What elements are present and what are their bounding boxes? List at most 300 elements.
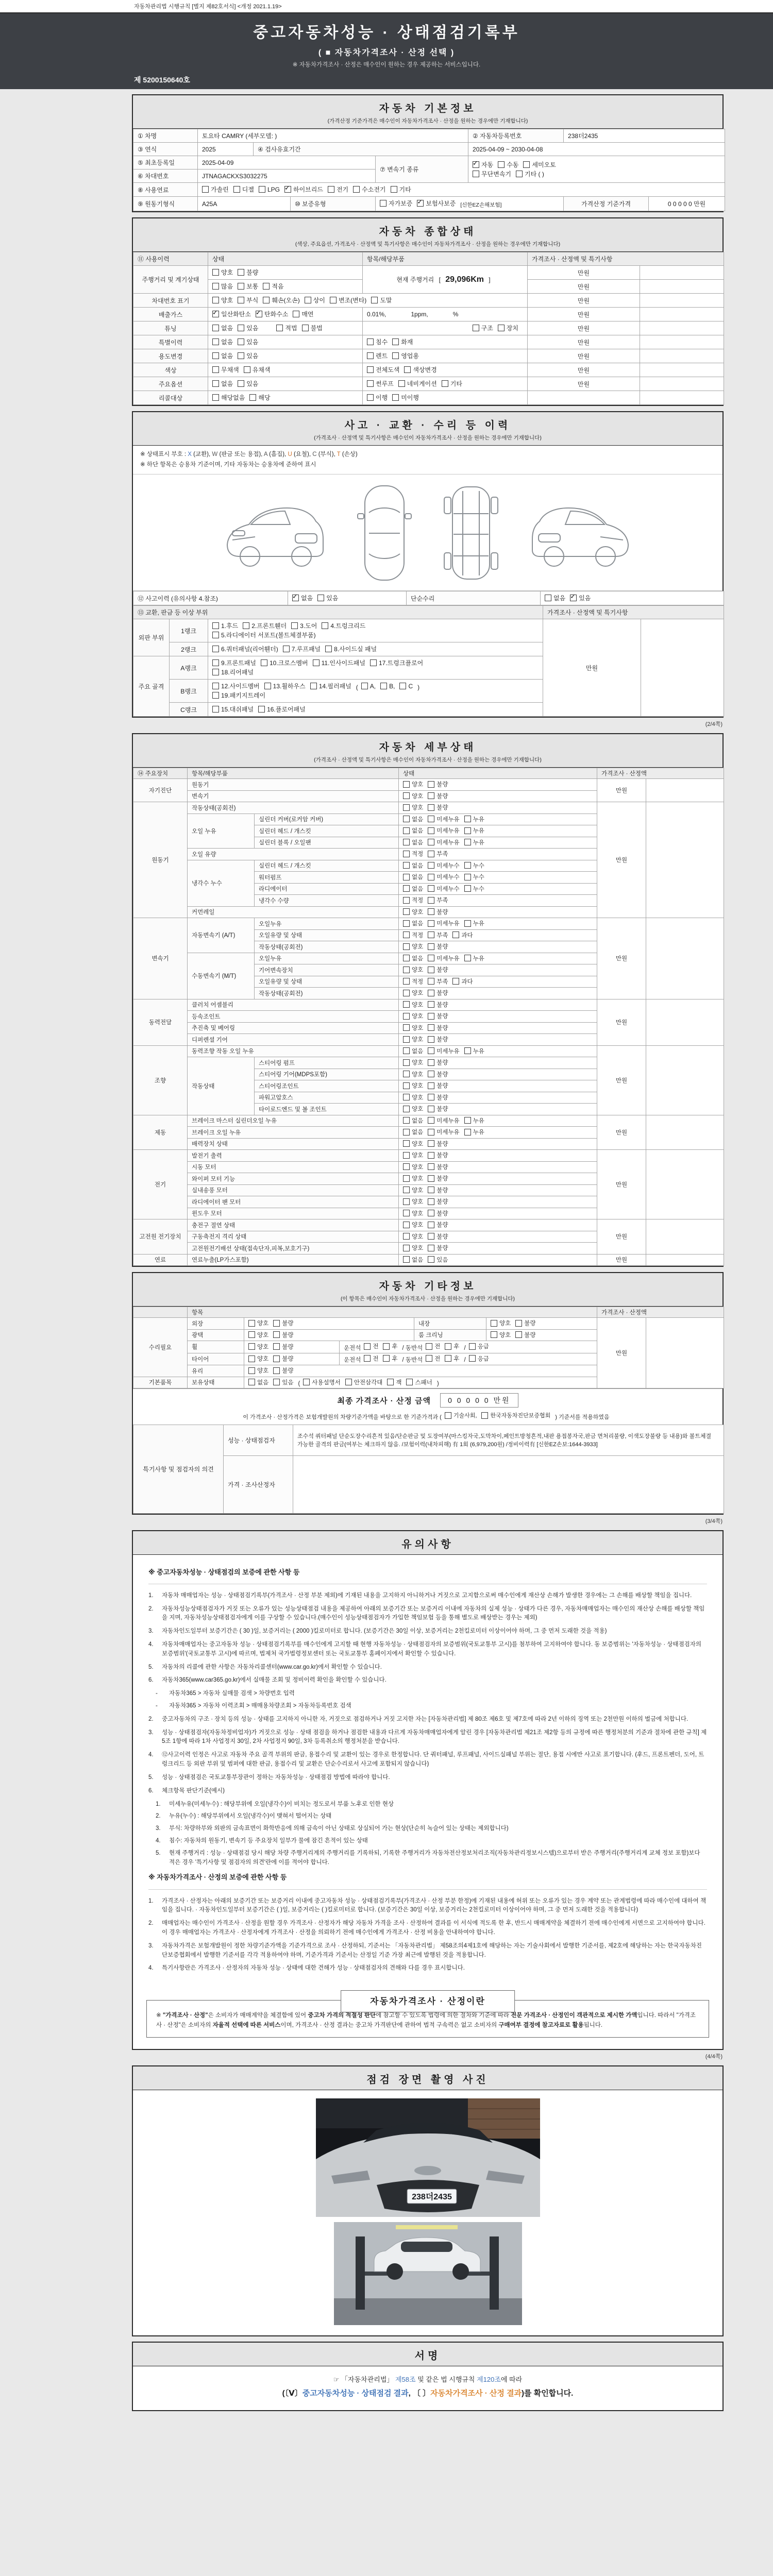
table-cell: 오일 유량 — [188, 849, 399, 860]
checkbox[interactable] — [428, 1245, 434, 1251]
checkbox[interactable] — [428, 908, 434, 915]
checkbox[interactable] — [428, 1013, 434, 1020]
checkbox[interactable] — [403, 827, 410, 834]
checkbox[interactable] — [313, 659, 320, 666]
checkbox-label: 스패너 — [415, 1379, 432, 1386]
checkbox-label: 9.프론트패널 — [221, 659, 256, 667]
checkbox[interactable] — [464, 885, 471, 892]
checkbox-checked[interactable] — [212, 311, 219, 317]
checkbox[interactable] — [403, 967, 410, 973]
checkbox[interactable] — [276, 325, 283, 331]
table-cell: 2025 — [198, 143, 254, 156]
detail-state-note: (가격조사 · 산정액 및 특기사항은 매수인이 자동차가격조사 · 산정을 원하는 경우에만 기재합니다) — [314, 757, 542, 764]
checkbox-checked[interactable] — [256, 311, 262, 317]
checkbox[interactable] — [403, 1175, 410, 1182]
checkbox-option — [473, 324, 493, 332]
checkbox[interactable] — [293, 311, 299, 317]
checkbox[interactable] — [545, 595, 551, 601]
column-header: ⑪ 사용이력 — [133, 252, 208, 266]
checkbox[interactable] — [464, 1047, 471, 1054]
notice-item — [148, 1676, 707, 1685]
checkbox-label: 누유 — [473, 839, 484, 846]
checkbox[interactable] — [392, 394, 399, 401]
table-cell — [646, 1045, 724, 1115]
checkbox[interactable] — [428, 885, 434, 892]
checkbox[interactable] — [403, 1152, 410, 1159]
checkbox[interactable] — [258, 706, 265, 713]
checkbox[interactable] — [428, 931, 434, 938]
checkbox[interactable] — [428, 1187, 434, 1193]
checkbox[interactable] — [403, 955, 410, 961]
checkbox[interactable] — [403, 851, 410, 857]
checkbox-label: 유채색 — [252, 366, 271, 374]
checkbox[interactable] — [403, 990, 410, 996]
list-number: 4. — [148, 1752, 154, 1758]
checkbox[interactable] — [428, 827, 434, 834]
checkbox[interactable] — [364, 1343, 371, 1350]
checkbox[interactable] — [361, 683, 368, 689]
checkbox[interactable] — [428, 804, 434, 811]
checkbox[interactable] — [445, 1412, 451, 1419]
checkbox[interactable] — [403, 1222, 410, 1228]
table-cell: 주요 골격 — [133, 656, 170, 717]
checkbox[interactable] — [403, 978, 410, 985]
checkbox-option — [403, 873, 423, 881]
checkbox-label: 상이 — [313, 297, 325, 304]
checkbox[interactable] — [498, 161, 505, 168]
checkbox-label: 2.프론트휀더 — [251, 622, 287, 630]
checkbox[interactable] — [403, 1210, 410, 1216]
text: / — [464, 1345, 466, 1351]
checkbox[interactable] — [428, 1256, 434, 1263]
checkbox-label: 없음 — [412, 955, 424, 962]
checkbox-label: 1.후드 — [221, 622, 239, 630]
checkbox[interactable] — [445, 1355, 451, 1362]
checkbox[interactable] — [238, 269, 244, 276]
checkbox-checked[interactable] — [570, 595, 577, 601]
checkbox[interactable] — [212, 394, 219, 401]
checkbox-option — [256, 310, 288, 318]
checkbox[interactable] — [428, 1071, 434, 1077]
checkbox-checked[interactable] — [292, 595, 299, 601]
text-part: (판금 또는 용접), — [217, 451, 264, 457]
checkbox[interactable] — [273, 1355, 280, 1362]
text: 현재 주행거리 — [396, 276, 436, 283]
checkbox[interactable] — [322, 622, 328, 629]
checkbox-label: 양호 — [257, 1344, 269, 1350]
checkbox[interactable] — [243, 622, 249, 629]
checkbox[interactable] — [464, 827, 471, 834]
notice-item — [148, 1591, 707, 1601]
checkbox[interactable] — [244, 366, 250, 373]
checkbox[interactable] — [445, 1343, 451, 1350]
checkbox[interactable] — [428, 978, 434, 985]
checkbox[interactable] — [273, 1367, 280, 1374]
checkbox[interactable] — [248, 1320, 255, 1327]
checkbox[interactable] — [428, 943, 434, 950]
table-cell — [399, 837, 597, 849]
checkbox[interactable] — [464, 839, 471, 845]
checkbox[interactable] — [273, 1320, 280, 1327]
checkbox-label: B, — [389, 682, 395, 690]
checkbox[interactable] — [428, 781, 434, 788]
checkbox[interactable] — [403, 1106, 410, 1112]
checkbox[interactable] — [263, 283, 270, 290]
checkbox-label: 미세누유 — [436, 839, 460, 846]
text: 운전석 — [344, 1357, 361, 1364]
checkbox[interactable] — [273, 1379, 280, 1385]
checkbox[interactable] — [403, 1082, 410, 1089]
table-cell — [399, 1173, 597, 1185]
checkbox[interactable] — [428, 1210, 434, 1216]
checkbox[interactable] — [428, 1082, 434, 1089]
checkbox-option — [403, 1151, 423, 1159]
checkbox-checked[interactable] — [473, 161, 479, 168]
checkbox[interactable] — [259, 186, 265, 193]
checkbox[interactable] — [491, 1331, 497, 1338]
table-cell: 단순수리 — [407, 591, 541, 605]
checkbox[interactable] — [428, 851, 434, 857]
checkbox[interactable] — [515, 1320, 522, 1327]
checkbox[interactable] — [273, 1343, 280, 1350]
checkbox[interactable] — [464, 1117, 471, 1124]
checkbox[interactable] — [426, 1343, 432, 1350]
checkbox[interactable] — [403, 1013, 410, 1020]
checkbox[interactable] — [370, 659, 377, 666]
table-cell — [399, 929, 597, 941]
checkbox[interactable] — [403, 1001, 410, 1008]
checkbox[interactable] — [248, 1367, 255, 1374]
checkbox[interactable] — [464, 874, 471, 880]
checkbox[interactable] — [380, 683, 387, 689]
checkbox-label: 12.사이드멤버 — [221, 683, 260, 690]
checkbox-checked[interactable] — [284, 186, 291, 193]
checkbox[interactable] — [428, 1036, 434, 1043]
text-part: 제120조 — [477, 2376, 501, 2384]
checkbox[interactable] — [428, 1163, 434, 1170]
checkbox[interactable] — [310, 683, 317, 689]
checkbox[interactable] — [464, 920, 471, 927]
checkbox[interactable] — [428, 792, 434, 799]
checkbox[interactable] — [428, 1001, 434, 1008]
checkbox[interactable] — [403, 1036, 410, 1043]
checkbox[interactable] — [212, 646, 219, 652]
checkbox[interactable] — [403, 874, 410, 880]
checkbox[interactable] — [383, 1355, 390, 1362]
table-cell: 고전원전기배선 상태(접속단자,피복,보호기구) — [188, 1243, 399, 1255]
checkbox[interactable] — [403, 1024, 410, 1031]
checkbox-label: 과다 — [461, 978, 473, 985]
table-cell — [244, 1341, 340, 1353]
checkbox[interactable] — [498, 325, 505, 331]
checkbox[interactable] — [249, 394, 256, 401]
checkbox[interactable] — [428, 1129, 434, 1136]
checkbox[interactable] — [212, 297, 219, 303]
checkbox[interactable] — [403, 943, 410, 950]
checkbox[interactable] — [392, 338, 399, 345]
checkbox[interactable] — [403, 1187, 410, 1193]
checkbox[interactable] — [404, 366, 411, 373]
checkbox[interactable] — [428, 1198, 434, 1205]
table-cell — [646, 1150, 724, 1219]
checkbox[interactable] — [403, 839, 410, 845]
checkbox[interactable] — [403, 862, 410, 869]
checkbox[interactable] — [212, 683, 219, 689]
checkbox[interactable] — [403, 931, 410, 938]
checkbox[interactable] — [403, 1256, 410, 1263]
checkbox[interactable] — [523, 161, 530, 168]
checkbox[interactable] — [380, 200, 386, 207]
text: / — [464, 1357, 466, 1364]
checkbox-option — [212, 682, 260, 690]
checkbox[interactable] — [428, 1117, 434, 1124]
checkbox[interactable] — [371, 297, 378, 303]
checkbox[interactable] — [442, 380, 448, 387]
checkbox-label: 도말 — [380, 297, 392, 304]
checkbox[interactable] — [464, 816, 471, 822]
checkbox[interactable] — [238, 325, 244, 331]
text-part: ※ — [156, 2012, 163, 2019]
checkbox[interactable] — [428, 967, 434, 973]
checkbox[interactable] — [398, 380, 405, 387]
checkbox-label: 양호 — [412, 1233, 424, 1240]
checkbox-label: 불량 — [436, 1071, 448, 1078]
checkbox[interactable] — [212, 659, 219, 666]
checkbox-label: 5.라디에이터 서포트(볼트체결부품) — [221, 632, 316, 639]
list-number: 5. — [156, 1850, 161, 1856]
checkbox[interactable] — [403, 1059, 410, 1066]
checkbox[interactable] — [328, 186, 334, 193]
checkbox[interactable] — [317, 595, 324, 601]
checkbox[interactable] — [403, 1129, 410, 1136]
checkbox[interactable] — [428, 1106, 434, 1112]
checkbox-checked[interactable] — [417, 200, 424, 207]
car-diagram-rear-quarter-view — [527, 485, 637, 581]
checkbox[interactable] — [428, 1059, 434, 1066]
checkbox[interactable] — [212, 622, 219, 629]
checkbox[interactable] — [238, 338, 244, 345]
page-marker-3: (3/4쪽) — [705, 1518, 722, 1524]
checkbox-option — [406, 1378, 432, 1386]
checkbox[interactable] — [283, 646, 290, 652]
checkbox[interactable] — [515, 1331, 522, 1338]
checkbox[interactable] — [248, 1331, 255, 1338]
checkbox[interactable] — [367, 380, 374, 387]
checkbox[interactable] — [428, 1233, 434, 1240]
checkbox[interactable] — [469, 1355, 476, 1362]
checkbox-option — [330, 296, 366, 304]
checkbox[interactable] — [428, 1140, 434, 1147]
checkbox[interactable] — [452, 978, 459, 985]
checkbox-label: 미세누유 — [436, 1048, 460, 1055]
price-survey-definition-box — [146, 1996, 709, 2038]
checkbox[interactable] — [248, 1379, 255, 1385]
checkbox[interactable] — [428, 874, 434, 880]
checkbox-option — [212, 393, 245, 402]
checkbox[interactable] — [305, 297, 311, 303]
checkbox[interactable] — [403, 1233, 410, 1240]
checkbox[interactable] — [238, 380, 244, 387]
checkbox[interactable] — [403, 816, 410, 822]
checkbox-label: 후 — [453, 1344, 460, 1350]
checkbox[interactable] — [353, 186, 360, 193]
checkbox[interactable] — [212, 366, 219, 373]
checkbox[interactable] — [473, 171, 479, 177]
checkbox[interactable] — [403, 781, 410, 788]
checkbox[interactable] — [403, 1245, 410, 1251]
checkbox[interactable] — [212, 325, 219, 331]
checkbox-option — [445, 1342, 459, 1350]
checkbox-option — [273, 1319, 293, 1327]
checkbox[interactable] — [238, 352, 244, 359]
checkbox-option — [403, 1093, 423, 1101]
table-cell — [399, 1219, 597, 1231]
checkbox[interactable] — [481, 1412, 488, 1419]
checkbox[interactable] — [403, 1094, 410, 1100]
checkbox[interactable] — [403, 1071, 410, 1077]
checkbox-option — [445, 1411, 477, 1419]
checkbox[interactable] — [428, 1047, 434, 1054]
checkbox[interactable] — [330, 297, 337, 303]
checkbox[interactable] — [428, 1152, 434, 1159]
checkbox[interactable] — [428, 1094, 434, 1100]
checkbox[interactable] — [428, 897, 434, 904]
checkbox[interactable] — [212, 706, 219, 713]
checkbox[interactable] — [403, 804, 410, 811]
checkbox[interactable] — [238, 283, 244, 290]
checkbox[interactable] — [428, 955, 434, 961]
checkbox-label: 일산화탄소 — [221, 311, 251, 318]
notice-title: 유의사항 — [401, 1538, 454, 1550]
checkbox[interactable] — [464, 862, 471, 869]
notice-item — [148, 1942, 707, 1960]
checkbox[interactable] — [212, 352, 219, 359]
checkbox[interactable] — [367, 338, 374, 345]
checkbox[interactable] — [233, 186, 240, 193]
checkbox-option — [392, 337, 413, 346]
checkbox[interactable] — [261, 659, 267, 666]
checkbox[interactable] — [403, 1117, 410, 1124]
photos-title: 점검 장면 촬영 사진 — [366, 2074, 489, 2086]
checkbox[interactable] — [452, 931, 459, 938]
checkbox-label: 불량 — [282, 1332, 294, 1338]
checkbox[interactable] — [367, 352, 374, 359]
checkbox[interactable] — [367, 394, 374, 401]
table-cell: 2랭크 — [170, 642, 208, 656]
overall-state-table — [133, 252, 722, 405]
checkbox[interactable] — [428, 990, 434, 996]
checkbox[interactable] — [212, 283, 219, 290]
checkbox[interactable] — [248, 1355, 255, 1362]
checkbox-option — [428, 1140, 448, 1148]
notice-item-text: 매매업자는 매수인이 가격조사 · 산정을 원할 경우 가격조사 · 산정자가 해당 자동차 가격을 조사 · 산정하여 결과를 이 서식에 적도록 한 후, 반드시 매매계약을 체결하기 전에 매수인에게 서면으로 고지하여야 합니다. 이 경우 매매업자는 가격조사 · 산정자에게 가격조사 · 산정을 의뢰하기 전에 매수인에게 가격조사 · 산정 비용을 안내하여야 합니다. — [162, 1920, 705, 1936]
checkbox[interactable] — [264, 683, 271, 689]
checkbox[interactable] — [367, 366, 374, 373]
text: ] — [486, 276, 491, 283]
checkbox[interactable] — [212, 632, 219, 638]
definition-box-title: 자동차가격조사 · 산정이란 — [341, 1990, 515, 2012]
checkbox-label: 후 — [453, 1355, 460, 1362]
checkbox[interactable] — [428, 1222, 434, 1228]
checkbox-label: 불량 — [436, 1106, 448, 1113]
checkbox-label: 기타 — [399, 186, 411, 193]
table-cell: 만원 — [528, 280, 640, 294]
checkbox-label: 불량 — [436, 1199, 448, 1206]
data-table — [133, 605, 724, 717]
checkbox-label: 미세누유 — [436, 816, 460, 823]
checkbox[interactable] — [403, 908, 410, 915]
table-cell: 색상 — [133, 363, 208, 377]
checkbox[interactable] — [403, 1047, 410, 1054]
checkbox[interactable] — [403, 1198, 410, 1205]
checkbox[interactable] — [469, 1343, 476, 1350]
checkbox[interactable] — [248, 1343, 255, 1350]
checkbox[interactable] — [428, 862, 434, 869]
checkbox[interactable] — [403, 897, 410, 904]
checkbox[interactable] — [291, 622, 298, 629]
table-cell: 오일유량 및 상태 — [255, 976, 399, 988]
checkbox[interactable] — [387, 1379, 394, 1385]
checkbox-label: 양호 — [412, 1037, 424, 1043]
checkbox[interactable] — [403, 1140, 410, 1147]
checkbox[interactable] — [212, 338, 219, 345]
checkbox[interactable] — [403, 792, 410, 799]
checkbox[interactable] — [464, 1129, 471, 1136]
checkbox[interactable] — [428, 839, 434, 845]
checkbox[interactable] — [345, 1379, 352, 1385]
overall-state-panel — [132, 217, 724, 406]
checkbox-label: 네비게이션 — [407, 380, 437, 387]
table-cell: 타이로드엔드 및 볼 조인트 — [255, 1104, 399, 1115]
notice-item-text: 침수: 자동차의 원동기, 변속기 등 주요장치 일부가 물에 잠긴 흔적이 있는 상태 — [169, 1837, 368, 1844]
table-cell — [208, 680, 543, 703]
checkbox[interactable] — [212, 692, 219, 699]
checkbox[interactable] — [325, 646, 332, 652]
checkbox[interactable] — [491, 1320, 497, 1327]
checkbox[interactable] — [428, 1175, 434, 1182]
checkbox[interactable] — [428, 1024, 434, 1031]
checkbox[interactable] — [399, 683, 406, 689]
checkbox[interactable] — [364, 1355, 371, 1362]
checkbox-label: 자동 — [481, 161, 494, 168]
checkbox[interactable] — [303, 1379, 310, 1385]
checkbox[interactable] — [473, 325, 479, 331]
checkbox[interactable] — [403, 885, 410, 892]
checkbox[interactable] — [383, 1343, 390, 1350]
checkbox[interactable] — [426, 1355, 432, 1362]
checkbox[interactable] — [273, 1331, 280, 1338]
checkbox[interactable] — [516, 171, 523, 177]
checkbox-option — [428, 965, 448, 974]
checkbox[interactable] — [406, 1379, 413, 1385]
checkbox[interactable] — [212, 380, 219, 387]
checkbox[interactable] — [263, 297, 270, 303]
checkbox[interactable] — [212, 669, 219, 675]
checkbox[interactable] — [428, 816, 434, 822]
checkbox[interactable] — [202, 186, 209, 193]
checkbox[interactable] — [212, 269, 219, 276]
checkbox[interactable] — [391, 186, 397, 193]
checkbox[interactable] — [403, 920, 410, 927]
checkbox[interactable] — [238, 297, 244, 303]
checkbox-option — [428, 1256, 448, 1264]
checkbox[interactable] — [428, 920, 434, 927]
checkbox[interactable] — [464, 955, 471, 961]
checkbox[interactable] — [403, 1163, 410, 1170]
checkbox[interactable] — [392, 352, 399, 359]
checkbox-option — [399, 683, 413, 690]
checkbox[interactable] — [302, 325, 309, 331]
